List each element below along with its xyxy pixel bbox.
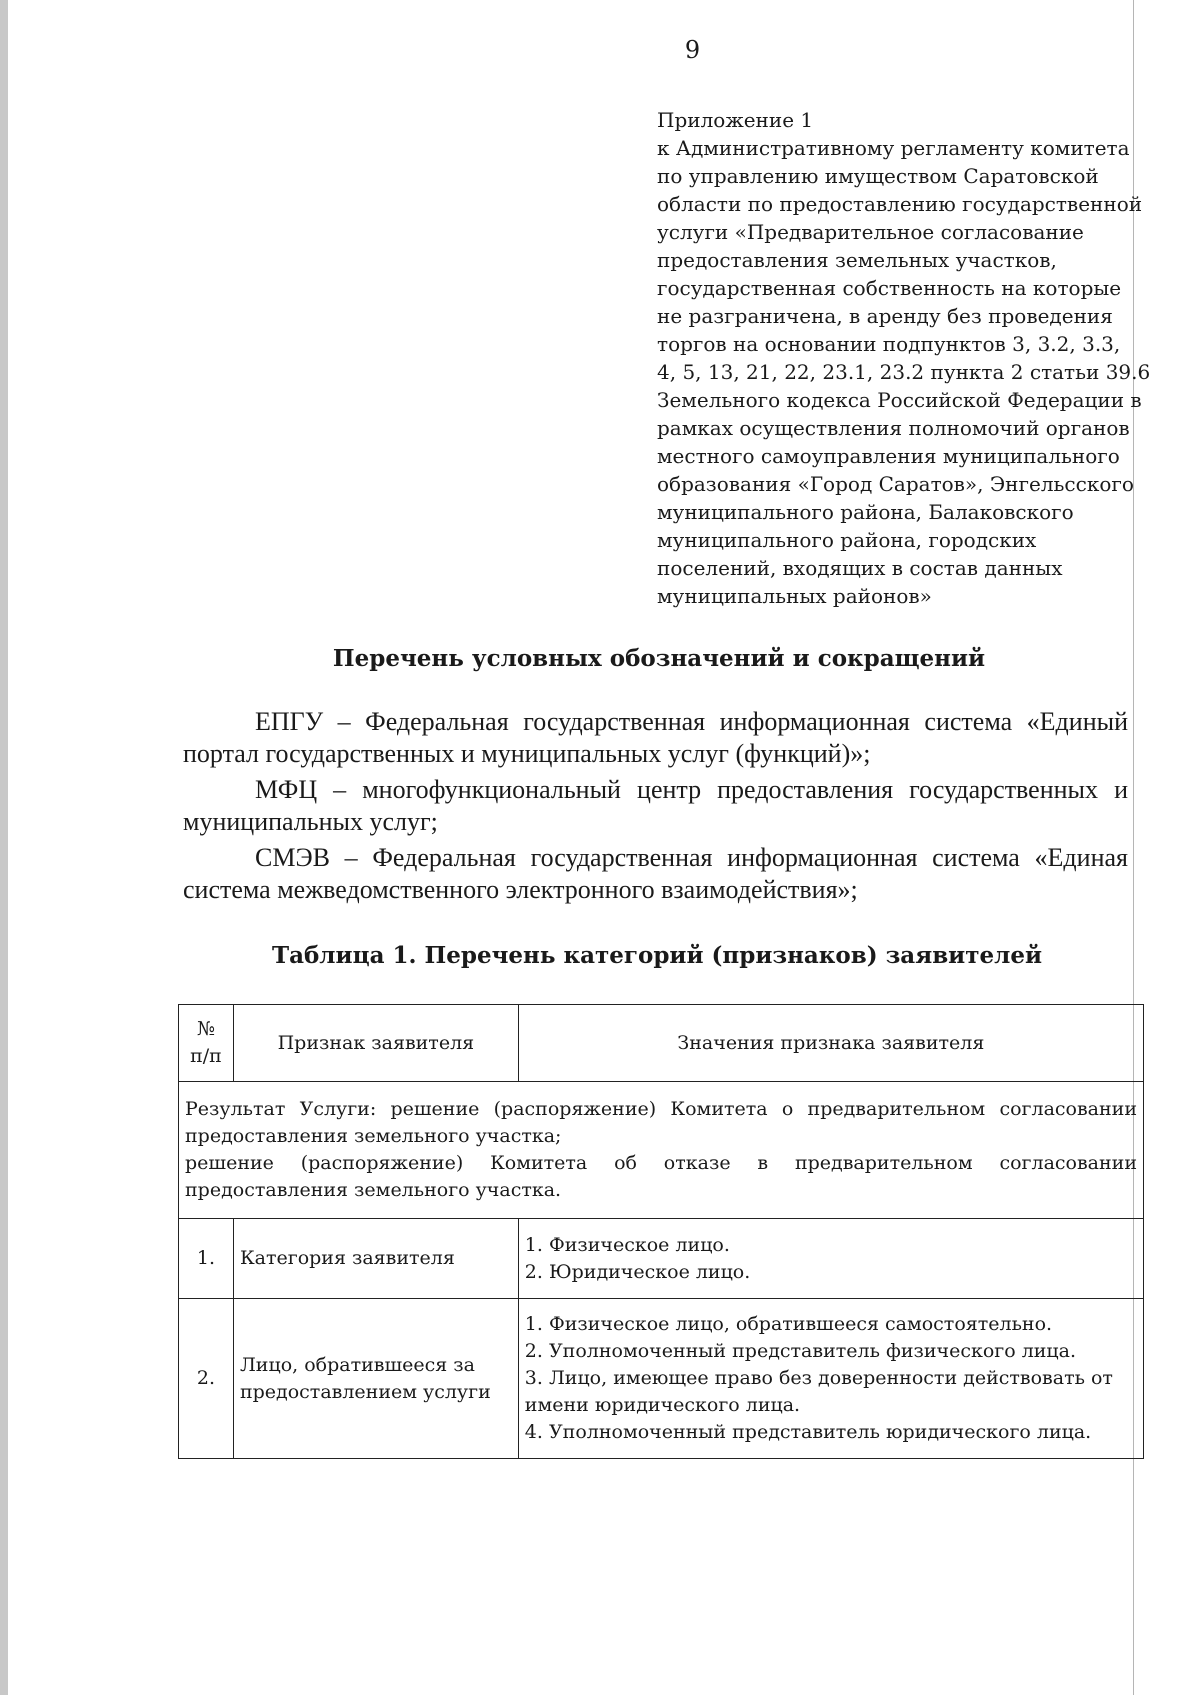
table-row	[179, 1219, 1144, 1299]
row-value: 2. Юридическое лицо.	[524, 1260, 751, 1283]
scan-left-margin-bar	[0, 0, 8, 1695]
row-attribute: Лицо, обратившееся за предоставлением услуги	[233, 1299, 518, 1459]
abbreviation-epgu: ЕПГУ – Федеральная государственная информационная система «Единый портал государственных и муниципальных услуг (функций)»;	[183, 707, 1128, 768]
appendix-line: не разграничена, в аренду без проведения	[657, 304, 1113, 328]
header-number-symbol: №	[196, 1018, 215, 1040]
service-result-line: предоставления земельного участка.	[185, 1179, 562, 1201]
appendix-line: поселений, входящих в состав данных	[657, 556, 1063, 580]
appendix-note	[657, 106, 1151, 610]
appendix-line: торгов на основании подпунктов 3, 3.2, 3.3,	[657, 332, 1121, 356]
service-result-cell	[179, 1082, 1144, 1219]
service-result-line: предоставления земельного участка;	[185, 1125, 562, 1147]
applicant-categories-table	[178, 1004, 1144, 1459]
header-number	[179, 1005, 234, 1082]
row-values	[518, 1299, 1143, 1459]
appendix-line: образования «Город Саратов», Энгельсского	[657, 472, 1134, 496]
appendix-line: муниципального района, Балаковского	[657, 500, 1074, 524]
service-result-line: Результат Услуги: решение (распоряжение) Комитета о предварительном согласовании	[185, 1098, 1137, 1120]
abbreviations-heading: Перечень условных обозначений и сокращений	[332, 645, 986, 672]
service-result-line: решение (распоряжение) Комитета об отказе в предварительном согласовании	[185, 1152, 1137, 1174]
appendix-line: по управлению имуществом Саратовской	[657, 164, 1099, 188]
appendix-line: государственная собственность на которые	[657, 276, 1122, 300]
row-value: 3. Лицо, имеющее право без доверенности действовать от имени юридического лица.	[524, 1367, 1113, 1416]
header-values: Значения признака заявителя	[518, 1005, 1143, 1082]
abbreviations-list	[183, 706, 1128, 906]
row-value: 4. Уполномоченный представитель юридического лица.	[524, 1421, 1092, 1443]
row-value: 1. Физическое лицо, обратившееся самостоятельно.	[524, 1313, 1053, 1335]
row-attribute: Категория заявителя	[233, 1219, 518, 1299]
appendix-line: области по предоставлению государственной	[657, 192, 1143, 216]
abbreviation-smev: СМЭВ – Федеральная государственная информационная система «Единая система межведомственного электронного взаимодействия»;	[183, 843, 1128, 904]
appendix-line: местного самоуправления муниципального	[657, 444, 1120, 468]
row-number: 1.	[179, 1219, 234, 1299]
appendix-line: муниципального района, городских	[657, 528, 1037, 552]
header-number-abbr: п/п	[190, 1045, 222, 1067]
row-values	[518, 1219, 1143, 1299]
header-attribute: Признак заявителя	[233, 1005, 518, 1082]
appendix-line: Приложение 1	[657, 108, 814, 132]
row-value: 2. Уполномоченный представитель физического лица.	[524, 1340, 1077, 1362]
table-header-row	[179, 1005, 1144, 1082]
service-result-row	[179, 1082, 1144, 1219]
table-row	[179, 1299, 1144, 1459]
row-value: 1. Физическое лицо.	[524, 1233, 730, 1256]
appendix-line: рамках осуществления полномочий органов	[657, 416, 1130, 440]
table-title: Таблица 1. Перечень категорий (признаков) заявителей	[271, 942, 1043, 969]
appendix-line: Земельного кодекса Российской Федерации в	[657, 388, 1142, 412]
appendix-line: предоставления земельных участков,	[657, 248, 1057, 272]
appendix-line: к Административному регламенту комитета	[657, 136, 1130, 160]
appendix-line: муниципальных районов»	[657, 584, 932, 608]
page-number: 9	[684, 36, 701, 64]
abbreviation-mfc: МФЦ – многофункциональный центр предоставления государственных и муниципальных услуг;	[183, 775, 1128, 836]
row-number: 2.	[179, 1299, 234, 1459]
appendix-line: услуги «Предварительное согласование	[657, 220, 1084, 244]
appendix-line: 4, 5, 13, 21, 22, 23.1, 23.2 пункта 2 статьи 39.6	[657, 360, 1151, 384]
